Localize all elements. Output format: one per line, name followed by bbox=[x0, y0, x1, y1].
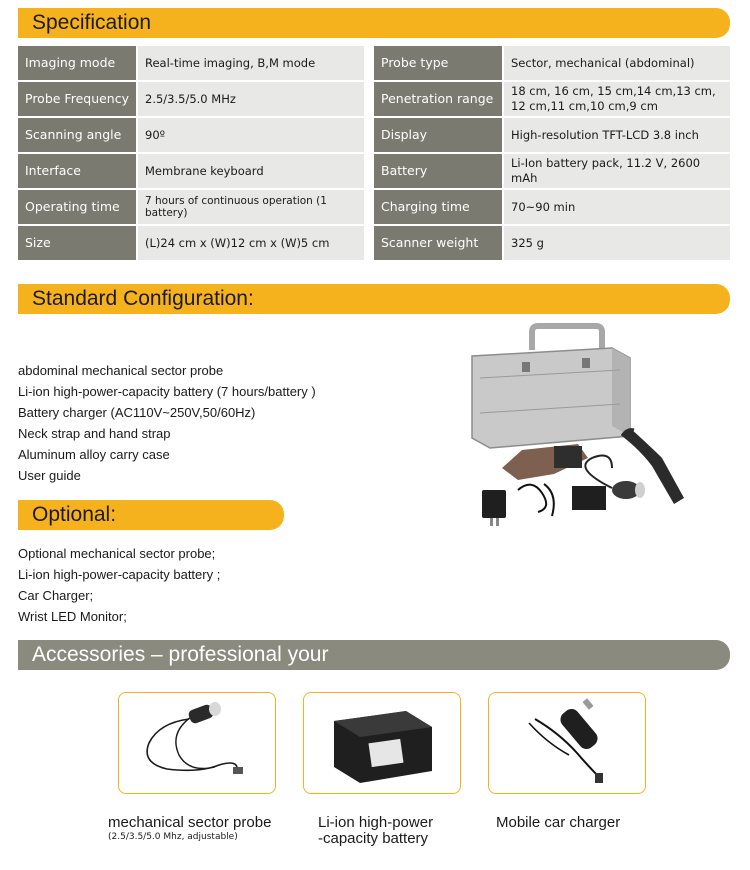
spec-value: 7 hours of continuous operation (1 battery) bbox=[138, 190, 364, 224]
accessory-caption-battery-line2: -capacity battery bbox=[318, 830, 429, 847]
spec-row bbox=[18, 118, 730, 152]
spec-label: Probe Frequency bbox=[18, 82, 136, 116]
spec-label: Battery bbox=[374, 154, 502, 188]
accessory-caption-car-charger: Mobile car charger bbox=[496, 814, 621, 831]
spec-label: Operating time bbox=[18, 190, 136, 224]
car-charger-image bbox=[489, 693, 643, 791]
list-item: Wrist LED Monitor; bbox=[18, 609, 127, 624]
spec-value: 325 g bbox=[504, 226, 730, 260]
spec-label: Charging time bbox=[374, 190, 502, 224]
battery-pack-image bbox=[304, 693, 458, 791]
spec-value: (L)24 cm x (W)12 cm x (W)5 cm bbox=[138, 226, 364, 260]
list-item: Aluminum alloy carry case bbox=[18, 447, 170, 462]
accessory-card-probe bbox=[118, 692, 276, 794]
spec-label: Size bbox=[18, 226, 136, 260]
accessory-caption-probe: mechanical sector probe bbox=[108, 814, 272, 831]
list-item: Optional mechanical sector probe; bbox=[18, 546, 216, 561]
product-kit-photo bbox=[462, 318, 722, 533]
list-item: Li-ion high-power-capacity battery ; bbox=[18, 567, 221, 582]
spec-label: Imaging mode bbox=[18, 46, 136, 80]
spec-value: 70~90 min bbox=[504, 190, 730, 224]
spec-label: Interface bbox=[18, 154, 136, 188]
spec-row bbox=[18, 46, 730, 80]
spec-label: Display bbox=[374, 118, 502, 152]
list-item: Neck strap and hand strap bbox=[18, 426, 171, 441]
list-item: Battery charger (AC110V~250V,50/60Hz) bbox=[18, 405, 256, 420]
spec-row bbox=[18, 226, 730, 260]
spec-value: Sector, mechanical (abdominal) bbox=[504, 46, 730, 80]
optional-heading: Optional: bbox=[18, 500, 284, 530]
spec-value: Li-Ion battery pack, 11.2 V, 2600 mAh bbox=[504, 154, 730, 188]
optional-list bbox=[18, 543, 220, 627]
specification-heading: Specification bbox=[18, 8, 730, 38]
spec-value: Membrane keyboard bbox=[138, 154, 364, 188]
accessory-subcaption-probe: (2.5/3.5/5.0 Mhz, adjustable) bbox=[108, 832, 238, 842]
list-item: Li-ion high-power-capacity battery (7 hours/battery ) bbox=[18, 384, 316, 399]
probe-cable-image bbox=[119, 693, 273, 791]
spec-value: 2.5/3.5/5.0 MHz bbox=[138, 82, 364, 116]
list-item: abdominal mechanical sector probe bbox=[18, 363, 224, 378]
spec-label: Penetration range bbox=[374, 82, 502, 116]
accessory-card-battery bbox=[303, 692, 461, 794]
spec-row bbox=[18, 154, 730, 188]
standard-configuration-heading: Standard Configuration: bbox=[18, 284, 730, 314]
standard-configuration-list bbox=[18, 360, 316, 486]
list-item: Car Charger; bbox=[18, 588, 94, 603]
list-item: User guide bbox=[18, 468, 81, 483]
accessories-heading: Accessories – professional your bbox=[18, 640, 730, 670]
accessory-caption-battery-line1: Li-ion high-power bbox=[318, 814, 434, 831]
spec-label: Probe type bbox=[374, 46, 502, 80]
accessory-card-car-charger bbox=[488, 692, 646, 794]
spec-value: 90º bbox=[138, 118, 364, 152]
spec-label: Scanning angle bbox=[18, 118, 136, 152]
spec-value: 18 cm, 16 cm, 15 cm,14 cm,13 cm, 12 cm,11 cm,10 cm,9 cm bbox=[504, 82, 730, 116]
spec-label: Scanner weight bbox=[374, 226, 502, 260]
spec-value: Real-time imaging, B,M mode bbox=[138, 46, 364, 80]
spec-row bbox=[18, 82, 730, 116]
spec-value: High-resolution TFT-LCD 3.8 inch bbox=[504, 118, 730, 152]
spec-row bbox=[18, 190, 730, 224]
